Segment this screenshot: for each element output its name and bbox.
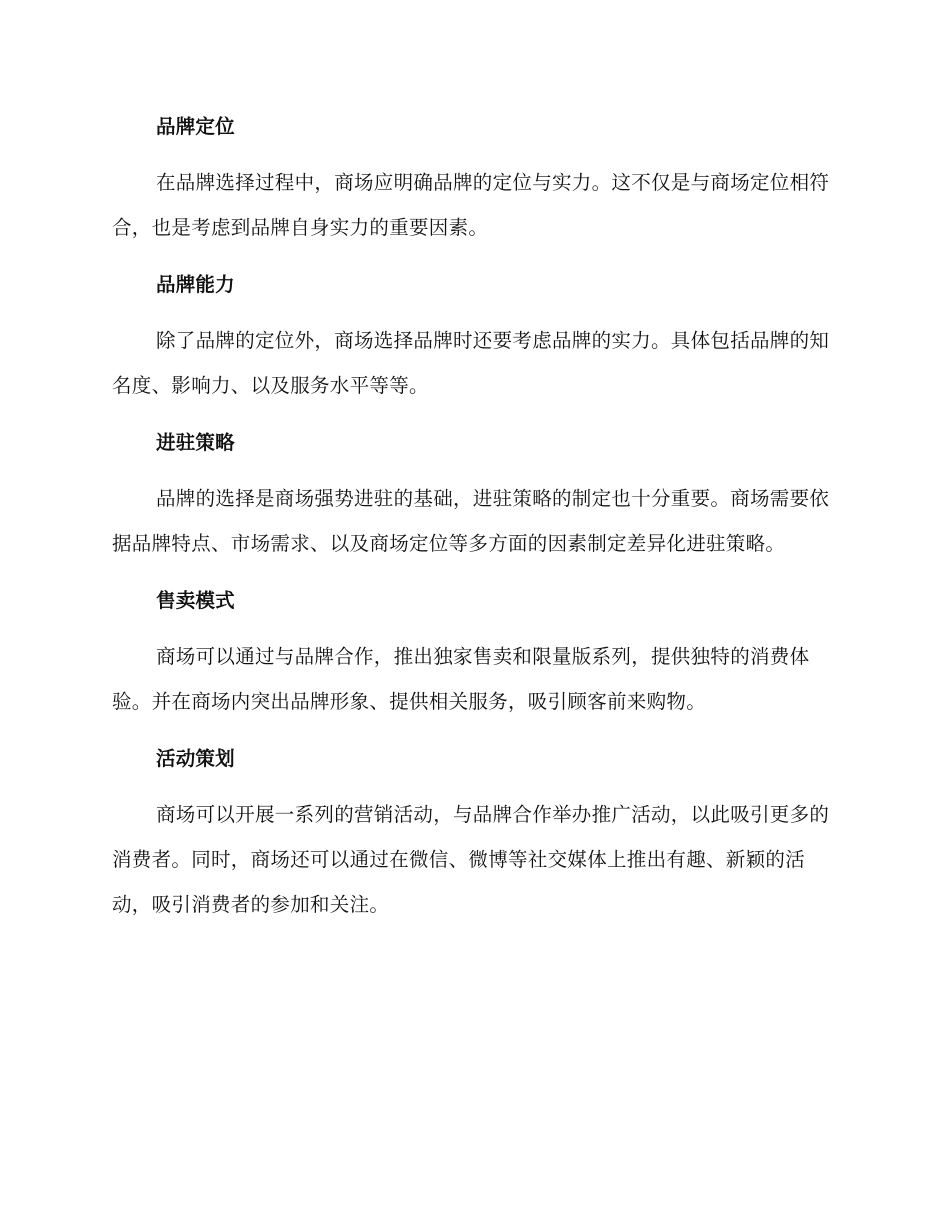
section-paragraph: 商场可以通过与品牌合作，推出独家售卖和限量版系列，提供独特的消费体验。并在商场内突出品牌形象、提供相关服务，吸引顾客前来购物。 <box>112 645 810 713</box>
section-heading: 售卖模式 <box>156 589 235 612</box>
section-heading: 品牌能力 <box>156 273 235 296</box>
section-paragraph: 品牌的选择是商场强势进驻的基础，进驻策略的制定也十分重要。商场需要依据品牌特点、市场需求、以及商场定位等多方面的因素制定差异化进驻策略。 <box>112 487 830 555</box>
section-paragraph: 除了品牌的定位外，商场选择品牌时还要考虑品牌的实力。具体包括品牌的知名度、影响力、以及服务水平等等。 <box>112 329 830 397</box>
section-paragraph: 在品牌选择过程中，商场应明确品牌的定位与实力。这不仅是与商场定位相符合，也是考虑到品牌自身实力的重要因素。 <box>112 171 830 239</box>
section-heading: 进驻策略 <box>156 431 235 454</box>
section-sales-model <box>112 586 832 724</box>
section-entry-strategy <box>112 428 832 566</box>
document-page <box>112 112 832 947</box>
section-paragraph: 商场可以开展一系列的营销活动，与品牌合作举办推广活动，以此吸引更多的消费者。同时，商场还可以通过在微信、微博等社交媒体上推出有趣、新颖的活动，吸引消费者的参加和关注。 <box>112 803 830 916</box>
section-heading: 活动策划 <box>156 747 235 770</box>
section-brand-capability <box>112 270 832 408</box>
section-heading: 品牌定位 <box>156 115 235 138</box>
section-event-planning <box>112 744 832 927</box>
section-brand-positioning <box>112 112 832 250</box>
